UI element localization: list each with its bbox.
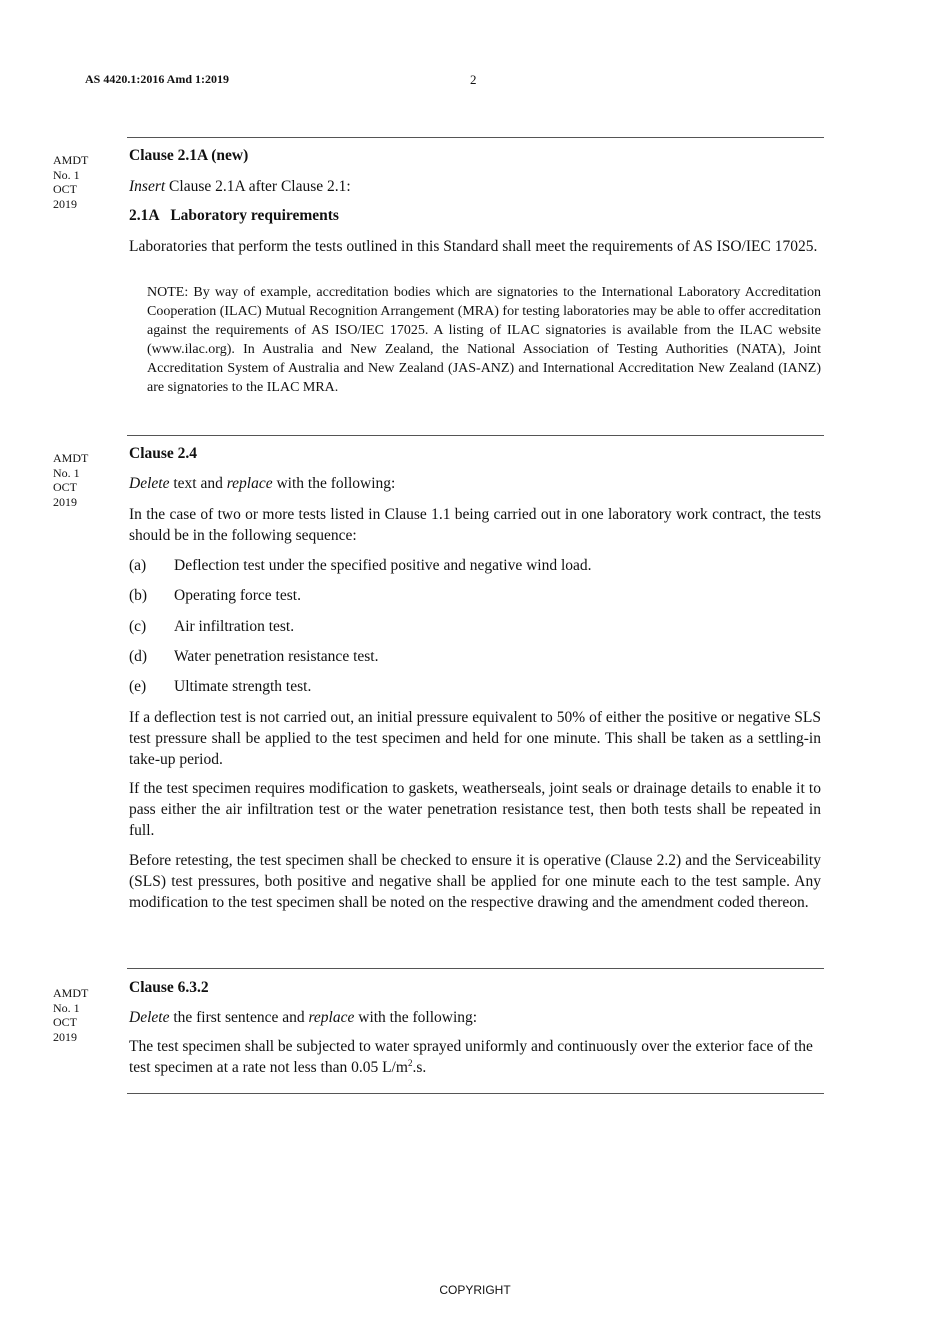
amendment-marker-line: OCT [53, 182, 77, 196]
section-divider [127, 968, 824, 969]
instruction-verb: Delete [129, 1009, 170, 1026]
section-divider [127, 435, 824, 436]
body-paragraph: Laboratories that perform the tests outlined in this Standard shall meet the requirements of AS ISO/IEC 17025. [129, 238, 818, 255]
body-text: .s. [412, 1059, 427, 1076]
amendment-marker-line: 2019 [53, 196, 77, 211]
amendment-instruction [129, 176, 821, 197]
list-item: Ultimate strength test. [174, 678, 312, 695]
list-item: Water penetration resistance test. [174, 648, 379, 665]
amendment-instruction [129, 473, 821, 494]
amendment-marker [53, 451, 113, 509]
instruction-text: with the following: [272, 475, 396, 492]
list-item-marker: (b) [129, 587, 148, 604]
amendment-instruction [129, 1007, 821, 1028]
instruction-text: text and [169, 475, 227, 492]
clause-heading: Clause 2.1A (new) [129, 147, 249, 164]
list-item-marker: (a) [129, 557, 147, 574]
instruction-verb: Delete [129, 475, 170, 492]
list-item: Operating force test. [174, 587, 301, 604]
amendment-marker-line: AMDT [53, 153, 89, 167]
superscript: 2 [407, 1057, 413, 1068]
instruction-text: with the following: [354, 1009, 478, 1026]
note-paragraph: NOTE: By way of example, accreditation bodies which are signatories to the International Laboratory Accreditation Cooperation (ILAC) Mutual Recognition Arrangement (MRA) for testing laboratories may be able to offer accreditation against the requirements of AS ISO/IEC 17025. A listing of ILAC signatories is available from the ILAC website (www.ilac.org). In Australia and New Zealand, the National Association of Testing Authorities (NATA), Joint Accreditation System of Australia and New Zealand (JAS-ANZ) and International Accreditation New Zealand (IANZ) are signatories to the ILAC MRA. [147, 285, 821, 395]
list-item-marker: (d) [129, 648, 148, 665]
instruction-text: Clause 2.1A after Clause 2.1: [165, 178, 351, 195]
body-paragraph [129, 1036, 821, 1078]
clause-heading: Clause 2.4 [129, 445, 198, 462]
list-item: Deflection test under the specified positive and negative wind load. [174, 557, 592, 574]
amendment-marker-line: AMDT [53, 451, 89, 465]
clause-subheading: 2.1A Laboratory requirements [129, 207, 339, 224]
instruction-verb: replace [308, 1009, 355, 1026]
list-item: Air infiltration test. [174, 618, 295, 635]
amendment-marker-line: 2019 [53, 1029, 77, 1044]
amendment-marker [53, 986, 113, 1044]
body-paragraph: If a deflection test is not carried out, an initial pressure equivalent to 50% of either the positive or negative SLS test pressure shall be applied to the test specimen and held for one minute. This shall be taken as a settling-in take-up period. [129, 709, 821, 768]
amendment-marker-line: No. 1 [53, 167, 80, 182]
body-paragraph: Before retesting, the test specimen shall be checked to ensure it is operative (Clause 2.2) and the Serviceability (SLS) test pressures, both positive and negative shall be applied for one minute each to the test sample. Any modification to the test specimen shall be noted on the respective drawing and the amendment coded thereon. [129, 852, 821, 911]
amendment-marker-line: No. 1 [53, 465, 80, 480]
section-divider [127, 1093, 824, 1094]
copyright-footer: COPYRIGHT [439, 1283, 511, 1297]
amendment-marker-line: AMDT [53, 986, 89, 1000]
body-paragraph: In the case of two or more tests listed in Clause 1.1 being carried out in one laboratory work contract, the tests should be in the following sequence: [129, 506, 821, 544]
amendment-marker-line: OCT [53, 1015, 77, 1029]
amendment-marker-line: 2019 [53, 494, 77, 509]
list-item-marker: (e) [129, 678, 147, 695]
instruction-verb: Insert [129, 178, 166, 195]
amendment-marker [53, 153, 113, 211]
instruction-verb: replace [226, 475, 273, 492]
instruction-text: the first sentence and [169, 1009, 309, 1026]
list-item-marker: (c) [129, 618, 147, 635]
body-text: The test specimen shall be subjected to water sprayed uniformly and continuously over the exterior face of the test specimen at a rate not less than 0.05 L/m [129, 1038, 813, 1076]
amendment-marker-line: No. 1 [53, 1000, 80, 1015]
body-paragraph: If the test specimen requires modification to gaskets, weatherseals, joint seals or drainage details to enable it to pass either the air infiltration test or the water penetration resistance test, then both tests shall be repeated in full. [129, 780, 821, 839]
clause-heading: Clause 6.3.2 [129, 979, 209, 996]
page-number: 2 [470, 72, 477, 87]
standard-reference: AS 4420.1:2016 Amd 1:2019 [85, 72, 230, 86]
amendment-marker-line: OCT [53, 480, 77, 494]
section-divider [127, 137, 824, 138]
